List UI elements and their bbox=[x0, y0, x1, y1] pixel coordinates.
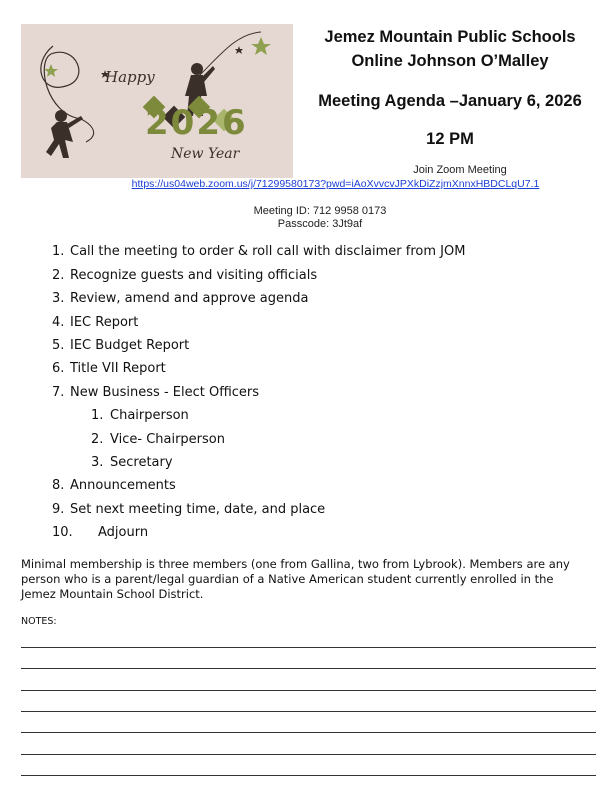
agenda-item bbox=[52, 268, 317, 283]
notes-line bbox=[21, 775, 596, 776]
agenda-title: Meeting Agenda –January 6, 2026 bbox=[318, 92, 582, 110]
new-year-banner bbox=[21, 24, 293, 178]
agenda-item-number: 5. bbox=[52, 338, 65, 353]
agenda-item-number: 1. bbox=[52, 244, 65, 259]
agenda-item-text: Announcements bbox=[70, 478, 176, 493]
org-name-line2: Online Johnson O’Malley bbox=[351, 52, 549, 70]
notes-line bbox=[21, 668, 596, 669]
child-silhouette-left bbox=[46, 110, 83, 158]
notes-line bbox=[21, 732, 596, 733]
zoom-passcode: Passcode: 3Jt9af bbox=[277, 218, 363, 230]
agenda-subitem-text: Vice- Chairperson bbox=[110, 432, 225, 447]
agenda-item bbox=[52, 361, 166, 376]
agenda-item-number: 2. bbox=[52, 268, 65, 283]
agenda-item-text: Call the meeting to order & roll call with disclaimer from JOM bbox=[70, 244, 466, 259]
agenda-item bbox=[52, 315, 138, 330]
notes-label: NOTES: bbox=[21, 616, 57, 627]
notes-line bbox=[21, 754, 596, 755]
agenda-item bbox=[52, 478, 176, 493]
agenda-subitem bbox=[91, 432, 225, 447]
notes-line bbox=[21, 690, 596, 691]
agenda-subitem-text: Chairperson bbox=[110, 408, 189, 423]
star-icon bbox=[251, 37, 271, 55]
agenda-item-number: 3. bbox=[52, 291, 65, 306]
agenda-item-text: IEC Budget Report bbox=[70, 338, 190, 353]
agenda-subitem-number: 1. bbox=[91, 408, 104, 423]
agenda-item-text: Review, amend and approve agenda bbox=[70, 291, 309, 306]
membership-policy-paragraph: Minimal membership is three members (one from Gallina, two from Lybrook). Members are any person who is a parent/legal guardian of a Native American student currently enrolled in the Jemez Mountain School District. bbox=[21, 557, 570, 601]
agenda-subitem bbox=[91, 408, 189, 423]
agenda-item-number: 4. bbox=[52, 315, 65, 330]
agenda-item bbox=[52, 525, 148, 540]
agenda-subitem-number: 2. bbox=[91, 432, 104, 447]
meeting-time: 12 PM bbox=[426, 130, 474, 148]
star-icon bbox=[44, 64, 58, 77]
agenda-item-number: 9. bbox=[52, 502, 65, 517]
zoom-meeting-link[interactable]: https://us04web.zoom.us/j/71299580173?pwd=iAoXvvcvJPXkDiZzjmXnnxHBDCLqU7.1 bbox=[131, 178, 540, 190]
agenda-item-text: Recognize guests and visiting officials bbox=[70, 268, 318, 283]
agenda-subitem bbox=[91, 455, 173, 470]
notes-line bbox=[21, 647, 596, 648]
agenda-item bbox=[52, 385, 259, 400]
agenda-item-text: New Business - Elect Officers bbox=[70, 385, 260, 400]
agenda-item-text: Adjourn bbox=[98, 525, 149, 540]
agenda-item-number: 10. bbox=[52, 525, 73, 540]
agenda-item bbox=[52, 244, 465, 259]
agenda-subitem-text: Secretary bbox=[110, 455, 173, 470]
org-name-line1: Jemez Mountain Public Schools bbox=[324, 28, 576, 46]
notes-line bbox=[21, 711, 596, 712]
new-year-illustration bbox=[21, 24, 293, 178]
agenda-item bbox=[52, 291, 308, 306]
banner-year-text: 2026 bbox=[145, 103, 248, 143]
agenda-item-number: 6. bbox=[52, 361, 65, 376]
agenda-item-text: IEC Report bbox=[70, 315, 139, 330]
zoom-meeting-id: Meeting ID: 712 9958 0173 bbox=[253, 205, 387, 217]
agenda-item-number: 8. bbox=[52, 478, 65, 493]
agenda-subitem-number: 3. bbox=[91, 455, 104, 470]
banner-new-year-text: New Year bbox=[171, 146, 240, 162]
banner-happy-text: Happy bbox=[105, 68, 155, 86]
agenda-item-number: 7. bbox=[52, 385, 65, 400]
agenda-item-text: Title VII Report bbox=[70, 361, 166, 376]
agenda-item bbox=[52, 338, 189, 353]
star-icon bbox=[235, 46, 243, 54]
agenda-item-text: Set next meeting time, date, and place bbox=[70, 502, 326, 517]
agenda-item bbox=[52, 502, 325, 517]
zoom-join-label: Join Zoom Meeting bbox=[413, 164, 507, 176]
